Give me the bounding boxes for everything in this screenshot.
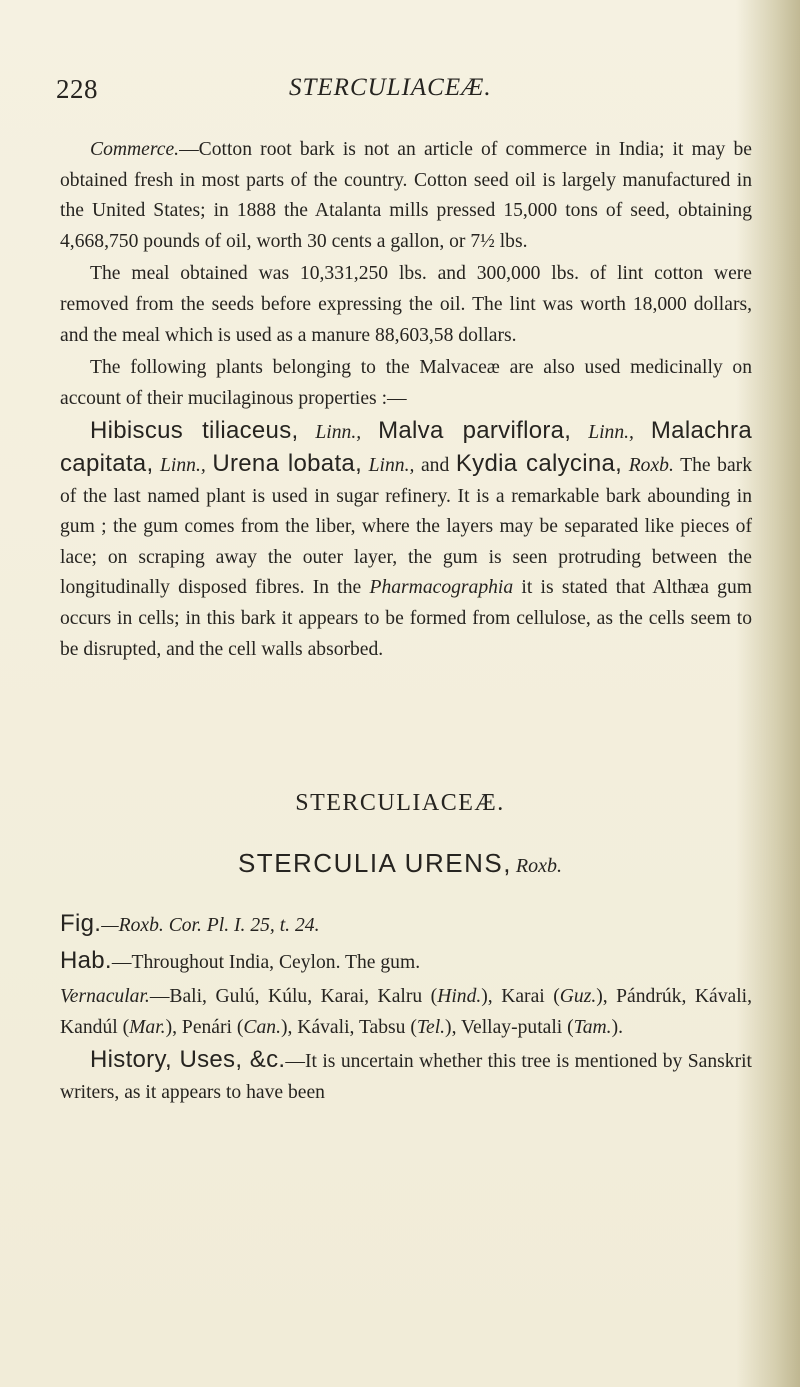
kydia-name: Kydia calycina, — [455, 449, 623, 477]
commerce-label: Commerce. — [90, 139, 180, 160]
commerce-text: —Cotton root bark is not an article of commerce in India; it may be obtained fresh in most parts of the country. Cotton seed oil is largely manufactured in the United States; in 1888 the Atalanta mills pressed 15,000 tons of seed, obtaining 4,668,750 pounds of oil, worth 30 cents a gallon, or 7½ lbs. — [60, 139, 752, 252]
vern-guz: Guz. — [559, 986, 597, 1008]
vern-can: Can. — [243, 1016, 281, 1038]
hibiscus-author: Linn., — [315, 422, 362, 444]
species-list-paragraph — [60, 416, 752, 665]
page-header — [56, 74, 756, 114]
history-label: History, Uses, &c. — [90, 1046, 286, 1074]
vern-mar: Mar. — [129, 1016, 166, 1038]
kydia-text: The bark of the last named plant is used in sugar refinery. It is a remarkable bark abounding in gum ; the gum comes from the liber, where the layers may be separated like pieces of lace; on scraping away the outer layer, the gum is seen protruding between the longitudinally disposed fibres. In the — [60, 454, 752, 599]
page-number: 228 — [56, 74, 98, 104]
malva-author: Linn., — [588, 422, 634, 444]
vern-tel: Tel. — [416, 1016, 446, 1038]
vern-hind: Hind. — [437, 986, 482, 1008]
vern-text-2: ), Karai ( — [481, 986, 560, 1008]
species-author: Roxb. — [515, 855, 563, 877]
species-entries — [60, 909, 752, 1109]
fig-label: Fig. — [60, 910, 102, 937]
fig-text: —Roxb. Cor. Pl. I. 25, t. 24. — [101, 915, 320, 936]
vern-tam: Tam. — [573, 1016, 612, 1038]
species-title — [0, 848, 800, 879]
malva-name: Malva parviflora, — [378, 417, 572, 445]
vernacular-entry — [60, 982, 752, 1043]
malachra-name: Malachra capitata, — [60, 417, 752, 477]
vern-text-3: ), Pándrúk, Kávali, Kandúl ( — [60, 986, 752, 1038]
hab-text: —Throughout India, Ceylon. The gum. — [111, 951, 421, 973]
meal-paragraph: The meal obtained was 10,331,250 lbs. and 300,000 lbs. of lint cotton were removed from the seeds before expressing the oil. The lint was worth 18,000 dollars, and the meal which is used as a manure 88,603,58 dollars. — [60, 263, 752, 346]
and-word: and — [420, 454, 450, 476]
pharmacographia-text: it is stated that Althæa gum occurs in cells; in this bark it appears to be formed from cellulose, as the cells seem to be disrupted, and the cell walls absorbed. — [60, 577, 752, 660]
following-paragraph: The following plants belonging to the Malvaceæ are also used medicinally on account of their mucilaginous properties :— — [60, 357, 752, 409]
vern-text-5: ), Kávali, Tabsu ( — [280, 1016, 417, 1038]
history-entry — [60, 1045, 752, 1108]
vern-text-6: ), Vellay-putali ( — [445, 1016, 574, 1038]
hab-entry — [60, 946, 752, 979]
hibiscus-name: Hibiscus tiliaceus, — [90, 417, 299, 445]
vern-text-7: ). — [611, 1016, 624, 1038]
vernacular-label: Vernacular. — [60, 986, 150, 1008]
family-title: STERCULIACEÆ. — [295, 790, 505, 816]
main-text — [60, 135, 752, 665]
kydia-author: Roxb. — [628, 454, 674, 476]
vern-text-4: ), Penári ( — [165, 1016, 244, 1038]
species-name: STERCULIA URENS, — [237, 848, 512, 878]
vern-text-1: —Bali, Gulú, Kúlu, Karai, Kalru ( — [149, 986, 438, 1008]
fig-entry — [60, 909, 752, 942]
hab-label: Hab. — [60, 946, 112, 974]
urena-name: Urena lobata, — [212, 449, 363, 477]
pharmacographia-title: Pharmacographia — [369, 577, 514, 599]
urena-author: Linn., — [368, 454, 415, 476]
malachra-author: Linn., — [160, 454, 206, 476]
commerce-paragraph — [60, 135, 752, 257]
running-head: STERCULIACEÆ. — [289, 74, 492, 101]
history-text: —It is uncertain whether this tree is mentioned by Sanskrit writers, as it appears to have been — [60, 1051, 752, 1103]
